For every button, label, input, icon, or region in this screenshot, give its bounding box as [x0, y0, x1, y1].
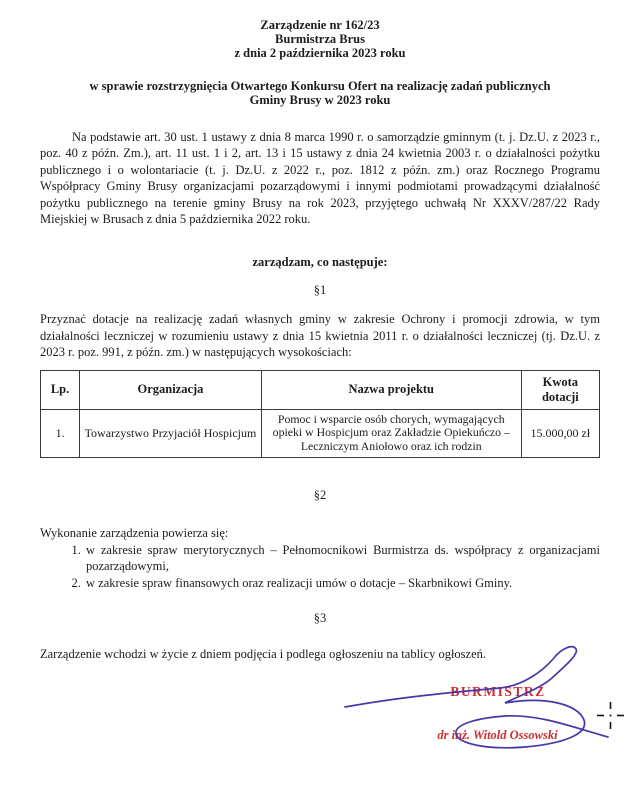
- section-2-marker: §2: [313, 487, 327, 502]
- legal-preamble: Na podstawie art. 30 ust. 1 ustawy z dnia 8 marca 1990 r. o samorządzie gminnym (t. j. Dz.U. z 2023 r., poz. 40 z późn. Zm.), art. 11 ust. 1 i 2, art. 13 i 15 ustawy z dnia 24 kwietnia 2003 r. o działalności pożytku publicznego i o wolontariacie (t. j. Dz.U. z 2022 r., poz. 1812 z późn. zm.) oraz Rocznego Programu Współpracy Gminy Brusy organizacjami pozarządowymi i innymi podmiotami prowadzącymi działalność pożytku publicznego na terenie gminy Brusy na rok 2023, przyjętego uchwałą Nr XXXV/287/22 Rady Miejskiej w Brusach z dnia 5 października 2022 roku.: [40, 130, 600, 227]
- section-3-marker: §3: [313, 611, 327, 626]
- cell-kwota-dotacji: 15.000,00 zł: [521, 409, 599, 457]
- grant-table: [40, 370, 600, 458]
- header-nazwa-projektu: Nazwa projektu: [261, 370, 521, 409]
- header-organizacja: Organizacja: [80, 370, 262, 409]
- list-item: 1. w zakresie spraw merytorycznych – Pełnomocnikowi Burmistrza ds. współpracy z organizacjami pozarządowymi,: [84, 542, 600, 575]
- ordain-line: zarządzam, co następuje:: [252, 255, 388, 270]
- cell-lp: 1.: [41, 409, 80, 457]
- section-2-intro: Wykonanie zarządzenia powierza się:: [40, 525, 229, 540]
- table-row: [41, 409, 600, 457]
- document-subject: [40, 79, 600, 107]
- handwritten-signature-icon: [0, 640, 634, 785]
- header-lp: Lp.: [41, 370, 80, 409]
- section-1-marker: §1: [313, 283, 327, 298]
- registration-mark-icon: [596, 701, 625, 730]
- list-item: 2. w zakresie spraw finansowych oraz realizacji umów o dotacje – Skarbnikowi Gminy.: [84, 575, 600, 591]
- section-3-body: Zarządzenie wchodzi w życie z dniem podjęcia i podlega ogłoszeniu na tablicy ogłoszeń.: [40, 647, 487, 662]
- stamp-title: BURMISTRZ: [450, 684, 546, 699]
- subject-line-1: w sprawie rozstrzygnięcia Otwartego Konkursu Ofert na realizację zadań publicznych: [89, 79, 551, 93]
- table-header-row: [41, 370, 600, 409]
- section-2-list: [40, 542, 600, 591]
- title-line-1: Zarządzenie nr 162/23: [260, 18, 380, 32]
- subject-line-2: Gminy Brusy w 2023 roku: [249, 93, 391, 107]
- section-1-body: Przyznać dotacje na realizację zadań własnych gminy w zakresie Ochrony i promocji zdrowia, w tym działalności leczniczej w rozumieniu ustawy z dnia 15 kwietnia 2011 r. o działalności leczniczej (tj. Dz.U. z 2023 r. poz. 991, z późn. zm.) w następujących wysokościach:: [40, 312, 600, 360]
- signature-block: [0, 640, 634, 785]
- stamp-signer-name: dr inż. Witold Ossowski: [437, 728, 558, 742]
- cell-organizacja: Towarzystwo Przyjaciół Hospicjum: [80, 409, 262, 457]
- title-line-3: z dnia 2 października 2023 roku: [234, 46, 406, 60]
- header-kwota-dotacji: Kwota dotacji: [521, 370, 599, 409]
- title-line-2: Burmistrza Brus: [275, 32, 365, 46]
- cell-nazwa-projektu: Pomoc i wsparcie osób chorych, wymagających opieki w Hospicjum oraz Zakładzie Opiekuńczo – Leczniczym Aniołowo oraz ich rodzin: [261, 409, 521, 457]
- document-title: [40, 18, 600, 60]
